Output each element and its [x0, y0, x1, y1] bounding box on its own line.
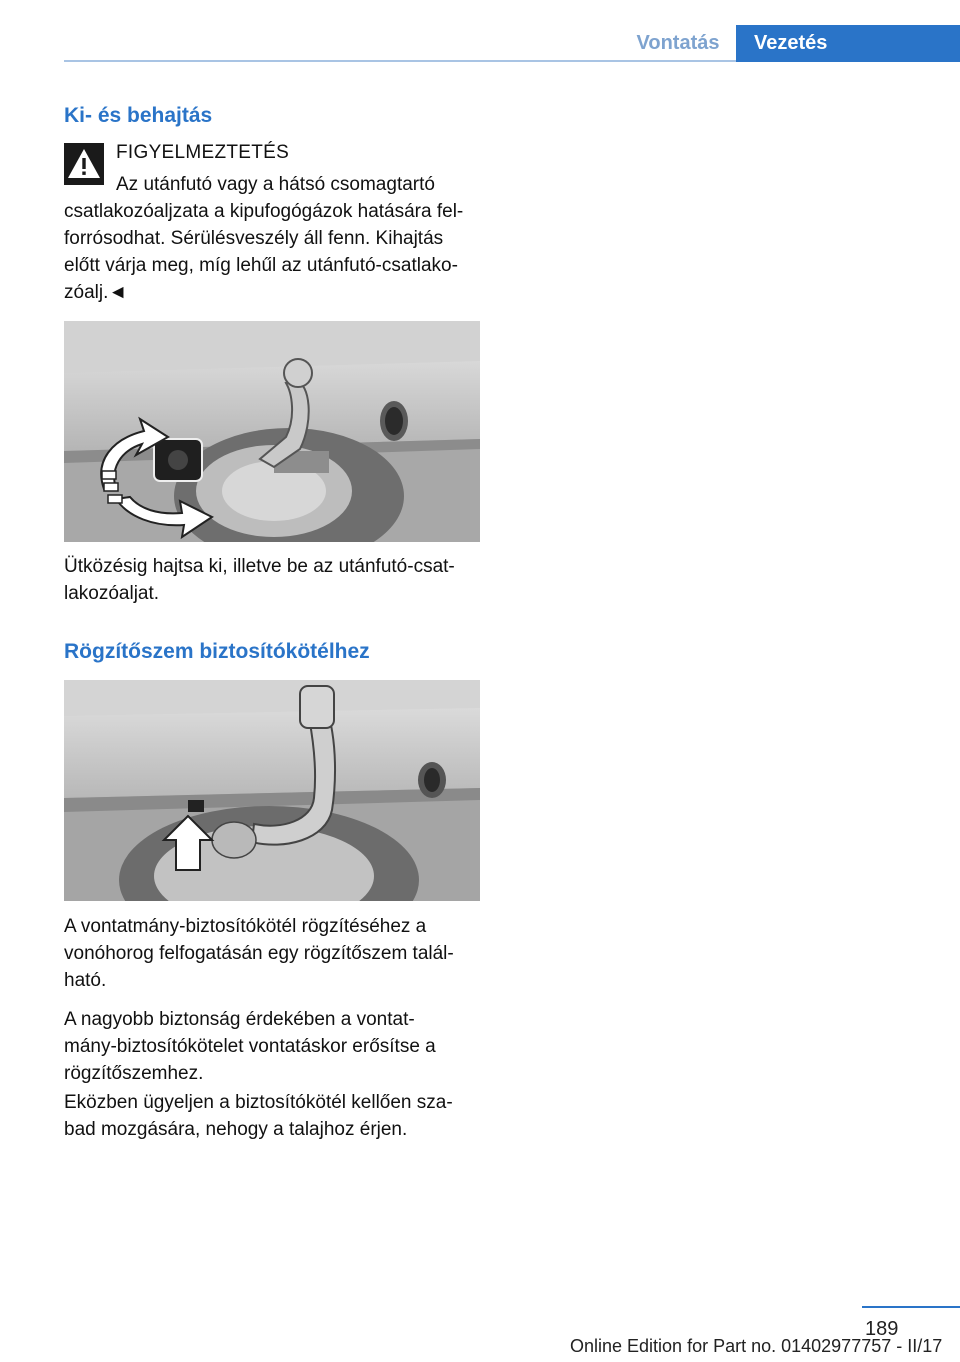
caption-line: lakozóaljat.: [64, 583, 160, 604]
paragraph-line: ható.: [64, 970, 107, 991]
paragraph-1: [64, 913, 484, 994]
paragraph-line: A nagyobb biztonság érdekében a vontat-: [64, 1009, 415, 1030]
tab-vontatas[interactable]: Vontatás: [636, 32, 720, 54]
footer-rule: [862, 1306, 960, 1308]
paragraph-line: vonóhorog felfogatásán egy rögzítőszem talál-: [64, 943, 454, 964]
tab-vezetes[interactable]: Vezetés: [736, 25, 960, 62]
warning-line: forrósodhat. Sérülésveszély áll fenn. Kihajtás: [64, 228, 444, 249]
paragraph-line: mány-biztosítókötelet vontatáskor erősítse a: [64, 1036, 436, 1057]
figure-tow-hitch-swivel: [64, 321, 480, 542]
warning-line: előtt várja meg, míg lehűl az utánfutó-csatlako-: [64, 255, 458, 276]
figure1-caption: [64, 553, 484, 607]
paragraph-line: bad mozgására, nehogy a talajhoz érjen.: [64, 1119, 408, 1140]
paragraph-3: [64, 1089, 484, 1143]
caption-line: Ütközésig hajtsa ki, illetve be az utánfutó-csat-: [64, 556, 455, 577]
warning-title: FIGYELMEZTETÉS: [116, 142, 290, 163]
figure-securing-eye: [64, 680, 480, 901]
warning-line: zóalj.◄: [64, 282, 128, 303]
section-heading-ki-es-behajtas: Ki- és behajtás: [64, 104, 213, 127]
footer-edition: Online Edition for Part no. 01402977757 - II/17: [570, 1336, 943, 1356]
paragraph-2: [64, 1006, 484, 1087]
page-number: 189: [865, 1318, 899, 1340]
warning-line: csatlakozóaljzata a kipufogógázok hatására fel-: [64, 201, 464, 222]
paragraph-line: rögzítőszemhez.: [64, 1063, 204, 1084]
section-heading-rogzitoszem: Rögzítőszem biztosítókötélhez: [64, 640, 370, 663]
paragraph-line: A vontatmány-biztosítókötél rögzítéséhez a: [64, 916, 427, 937]
warning-text: [64, 171, 484, 306]
warning-line: Az utánfutó vagy a hátsó csomagtartó: [116, 174, 435, 195]
paragraph-line: Eközben ügyeljen a biztosítókötél kellően sza-: [64, 1092, 453, 1113]
